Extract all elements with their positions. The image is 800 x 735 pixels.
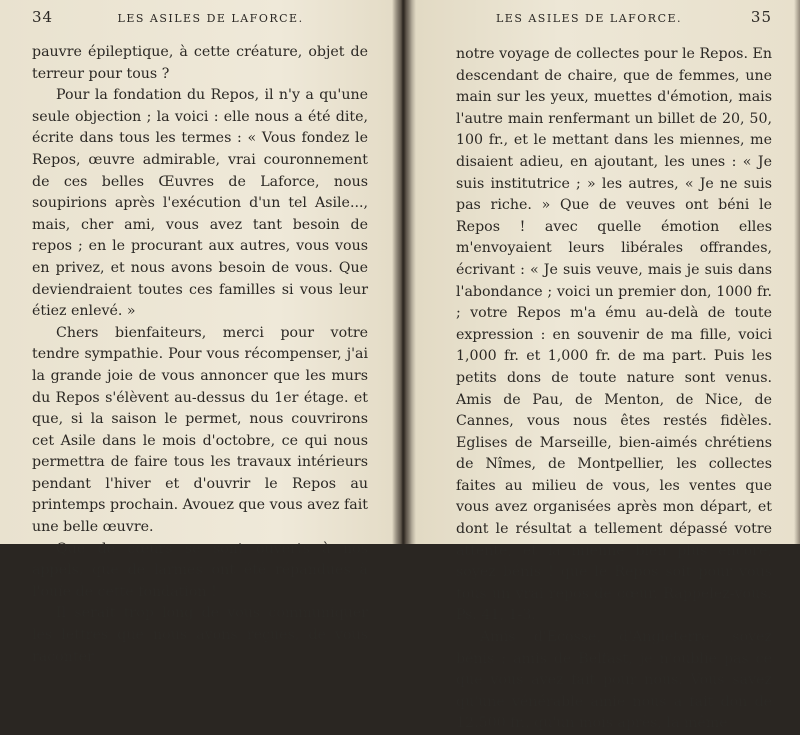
- left-page-number: 34: [32, 8, 54, 26]
- paragraph: Chers bienfaiteurs, merci pour votre tendre sympathie. Pour vous récompenser, j'ai la grande joie de vous annoncer que les murs du Repos s'élèvent au-dessus du 1er étage. et que, si la saison le permet, nous couvrirons cet Asile dans le mois d'octobre, ce qui nous permettra de faire tous les travaux intérieurs pendant l'hiver et d'ouvrir le Repos au printemps prochain. Avouez que vous avez fait une belle œuvre.: [32, 324, 368, 536]
- left-page-header: [32, 8, 368, 32]
- left-running-head: LES ASILES DE LAFORCE.: [117, 12, 304, 25]
- right-running-head: LES ASILES DE LAFORCE.: [496, 12, 683, 25]
- book-gutter: [392, 0, 412, 544]
- paragraph: Il serait trop long de vous communiquer les lettres que nous avons reçues, de vous raconter: [32, 605, 368, 665]
- page-edge: [794, 0, 800, 544]
- paragraph: Que de cœurs se sont ouverts à nos appels, que de larmes ont été répandues à l'ouïe de cette fondation !: [32, 540, 368, 600]
- right-page: [404, 0, 800, 732]
- paragraph: pauvre épileptique, à cette créature, objet de terreur pour tous ?: [32, 44, 368, 82]
- left-page: [0, 0, 398, 665]
- right-page-body: [456, 44, 772, 735]
- paragraph: Pour la fondation du Repos, il n'y a qu'une seule objection ; la voici : elle nous a été dite, écrite dans tous les termes : « Vous fondez le Repos, œuvre admirable, vrai couronnement de ces belles Œuvres de Laforce, nous soupirions après l'exécution d'un tel Asile..., mais, cher ami, vous avez tant besoin de repos ; en le procurant aux autres, vous vous en privez, et nous avons besoin de vous. Que deviendraient toutes ces familles si vous leur étiez enlevé. »: [32, 87, 368, 320]
- left-page-body: [32, 42, 368, 668]
- right-page-header: [456, 8, 772, 32]
- right-page-number: 35: [750, 8, 772, 26]
- paragraph: Amis d'Ecosse, d'Angleterre, soyez bénis ; amis de Belfast, je n'oublie pas ce que vous avez fait pour nous. Vous savez qu'une vénérable amie nous a fait don de 12,500 fr., qu'un mois après, la même: [456, 629, 772, 732]
- paragraph: notre voyage de collectes pour le Repos. En descendant de chaire, que de femmes, une main sur les yeux, muettes d'émotion, mais l'autre main renfermant un billet de 20, 50, 100 fr., et le mettant dans les miennes, me disaient adieu, en ajoutant, les unes : « Je suis institutrice ; » les autres, « Je ne suis pas riche. » Que de veuves ont béni le Repos ! avec quelle émotion elles m'envoyaient leurs libérales offrandes, écrivant : « Je suis veuve, mais je suis dans l'abondance ; voici un premier don, 1000 fr. ; votre Repos m'a ému au-delà de toute expression : en souvenir de ma fille, voici 1,000 fr. et 1,000 fr. de ma part. Puis les petits dons de toute nature sont venus. Amis de Pau, de Menton, de Nice, de Cannes, vous nous êtes restés fidèles. Eglises de Marseille, bien-aimés chrétiens de Nîmes, de Montpellier, les collectes faites au milieu de vous, les ventes que vous avez organisées après mon départ, et dont le résultat a tellement dépassé votre attente, et la mienne bien plus encore, soyez bénis ! que le Repos soit pour vous tous un vrai repos de cœur. Rappelez-vous. Ps. 41, 1-3.: [456, 46, 772, 624]
